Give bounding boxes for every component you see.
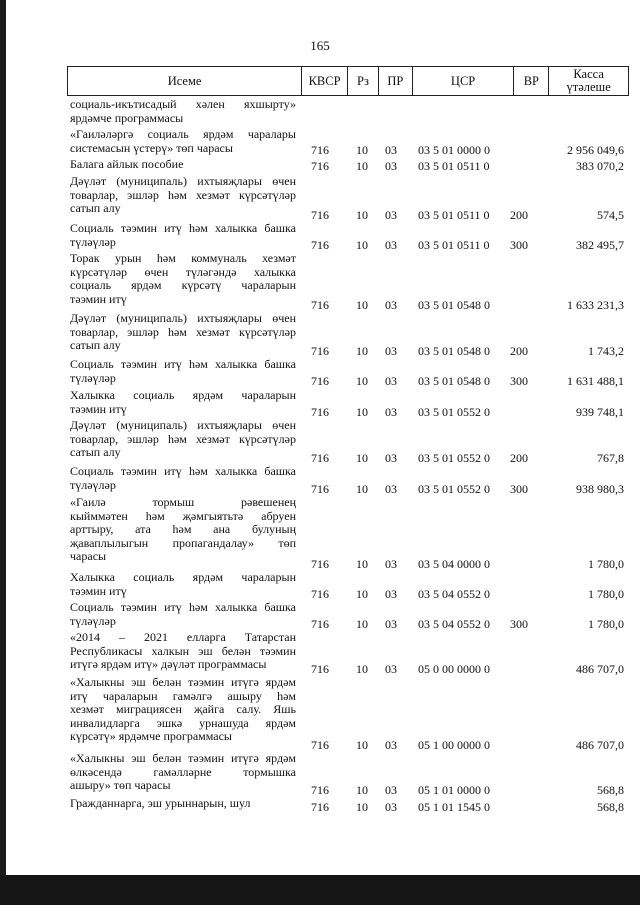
table-row [0,128,640,157]
row-name-line: «Халыкны эш белән тәэмин итүгә ярдәм [70,751,296,765]
row-name-line: «Гаилә тормыш рәвешенең [70,495,296,509]
cell-rz: 10 [356,405,368,419]
cell-pr: 03 [385,617,397,631]
row-name [70,571,296,598]
row-name [70,419,296,460]
cell-kvsr: 716 [311,800,329,814]
row-name-line: күрсәтү» ярдәмче программасы [70,729,232,744]
cell-csr: 03 5 01 0548 0 [418,298,490,312]
row-name-line: сатып алу [70,338,121,353]
cell-csr: 03 5 01 0552 0 [418,405,490,419]
cell-rz: 10 [356,783,368,797]
cell-pr: 03 [385,662,397,676]
header-kvsr: КВСР [301,67,347,95]
cell-rz: 10 [356,374,368,388]
row-name [70,676,296,744]
scan-edge-bottom [0,875,640,905]
cell-kvsr: 716 [311,738,329,752]
row-name-line: Республикасы халкын эш белән тәэмин [70,643,296,658]
cell-kvsr: 716 [311,557,329,571]
cell-pr: 03 [385,405,397,419]
cell-csr: 05 1 01 0000 0 [418,783,490,797]
cell-pr: 03 [385,482,397,496]
header-vr: ВР [513,67,548,95]
cell-kvsr: 716 [311,159,329,173]
row-name-line: җаваплылыгын пропагандалау» төп [70,535,296,550]
cell-rz: 10 [356,143,368,157]
cell-kvsr: 716 [311,344,329,358]
table-row [0,496,640,571]
cell-vr: 300 [510,238,528,252]
cell-kvsr: 716 [311,405,329,419]
cell-pr: 03 [385,451,397,465]
row-name-line: Социаль тәэмин итү һәм халыкка башка [70,221,296,235]
cell-amount: 486 707,0 [576,662,624,676]
row-name-line: хезмәт миграциясен җайга салу. Яшь [70,702,296,717]
row-name-line: Социаль тәэмин итү һәм халыкка башка [70,600,296,614]
table-row [0,419,640,465]
row-name-line: ярдәмче программасы [70,110,184,125]
cell-amount: 1 780,0 [588,617,624,631]
row-name-line: Гражданнарга, эш урыннарын, шул [70,796,251,810]
cell-vr: 200 [510,344,528,358]
table-row [0,752,640,797]
row-name-line: түләүләр [70,613,116,628]
cell-rz: 10 [356,738,368,752]
row-name-line: тәэмин итү [70,401,127,416]
cell-rz: 10 [356,557,368,571]
table-row [0,389,640,419]
row-name-line: Балага айлык пособие [70,157,184,171]
cell-amount: 382 495,7 [576,238,624,252]
row-name [70,631,296,672]
header-kassa: Касса үтәлеше [548,67,628,95]
row-name-line: итүгә ярдәм итү» дәүләт программасы [70,657,267,672]
cell-rz: 10 [356,482,368,496]
row-name [70,158,296,172]
table-header [67,66,629,96]
cell-kvsr: 716 [311,208,329,222]
header-rz: Рз [347,67,378,95]
row-name-line: түләүләр [70,477,116,492]
row-name [70,312,296,353]
cell-rz: 10 [356,298,368,312]
row-name-line: сатып алу [70,445,121,460]
row-name [70,358,296,385]
cell-rz: 10 [356,159,368,173]
cell-csr: 03 5 01 0552 0 [418,451,490,465]
cell-pr: 03 [385,800,397,814]
cell-rz: 10 [356,451,368,465]
row-name-line: социаль-икътисадый хәлен яхшырту» [70,97,296,111]
cell-kvsr: 716 [311,374,329,388]
row-name [70,752,296,793]
cell-csr: 03 5 01 0548 0 [418,344,490,358]
row-name-line: Торак урын һәм коммуналь хезмәт [70,251,296,265]
row-name-line: өлкәсендә гамәлләрне тормышка [70,764,296,779]
cell-amount: 767,8 [597,451,624,465]
row-name [70,496,296,564]
cell-csr: 05 0 00 0000 0 [418,662,490,676]
cell-kvsr: 716 [311,617,329,631]
cell-amount: 383 070,2 [576,159,624,173]
cell-kvsr: 716 [311,783,329,797]
row-name [70,98,296,125]
cell-rz: 10 [356,238,368,252]
cell-csr: 03 5 01 0511 0 [418,238,490,252]
cell-pr: 03 [385,783,397,797]
row-name-line: түләүләр [70,234,116,249]
row-name [70,175,296,216]
cell-kvsr: 716 [311,451,329,465]
cell-pr: 03 [385,298,397,312]
table-row [0,465,640,496]
row-name-line: Социаль тәэмин итү һәм халыкка башка [70,464,296,478]
cell-vr: 300 [510,617,528,631]
table-row [0,631,640,676]
cell-kvsr: 716 [311,298,329,312]
cell-amount: 568,8 [597,800,624,814]
row-name-line: арттыру, ата һәм ана булуның [70,522,296,537]
table-row [0,98,640,126]
cell-csr: 03 5 01 0511 0 [418,159,490,173]
table-row [0,358,640,388]
cell-amount: 2 956 049,6 [567,143,624,157]
row-name-line: товарлар, эшләр һәм хезмәт күрсәтүләр [70,431,296,446]
table-row [0,158,640,173]
row-name-line: «2014 – 2021 елларга Татарстан [70,630,296,644]
row-name [70,465,296,492]
cell-csr: 03 5 04 0552 0 [418,617,490,631]
row-name-line: «Халыкны эш белән тәэмин итүгә ярдәм [70,675,296,689]
row-name-line: социаль ярдәм күрсәтү чараларын [70,278,296,293]
cell-csr: 03 5 01 0548 0 [418,374,490,388]
row-name-line: инвалидларга эшкә урнашуда ярдәм [70,715,296,730]
row-name-line: чарасы [70,549,107,564]
row-name-line: Социаль тәэмин итү һәм халыкка башка [70,357,296,371]
row-name-line: тәэмин итү [70,291,127,306]
page-number: 165 [310,38,330,53]
cell-kvsr: 716 [311,143,329,157]
cell-rz: 10 [356,617,368,631]
cell-rz: 10 [356,662,368,676]
row-name [70,389,296,416]
table-row [0,797,640,814]
cell-pr: 03 [385,557,397,571]
cell-pr: 03 [385,143,397,157]
table-row [0,676,640,752]
header-pr: ПР [378,67,412,95]
cell-vr: 300 [510,482,528,496]
cell-rz: 10 [356,800,368,814]
cell-csr: 05 1 01 1545 0 [418,800,490,814]
cell-kvsr: 716 [311,662,329,676]
table-row [0,252,640,312]
row-name-line: тәэмин итү [70,583,127,598]
row-name-line: сатып алу [70,201,121,216]
header-csr: ЦСР [412,67,514,95]
row-name-line: Халыкка социаль ярдәм чараларын [70,570,296,584]
cell-pr: 03 [385,159,397,173]
row-name [70,797,296,811]
row-name-line: системасын үстерү» төп чарасы [70,140,233,155]
cell-csr: 03 5 01 0000 0 [418,143,490,157]
row-name-line: Халыкка социаль ярдәм чараларын [70,388,296,402]
cell-pr: 03 [385,208,397,222]
row-name-line: «Гаиләләргә социаль ярдәм чаралары [70,127,296,141]
row-name [70,128,296,155]
row-name [70,601,296,628]
cell-pr: 03 [385,238,397,252]
row-name-line: итү чараларын гамәлгә ашыру һәм [70,688,296,703]
row-name-line: Дәүләт (муниципаль) ихтыяҗлары өчен [70,174,296,188]
cell-amount: 939 748,1 [576,405,624,419]
table-row [0,571,640,601]
cell-rz: 10 [356,587,368,601]
cell-amount: 1 780,0 [588,557,624,571]
cell-amount: 1 780,0 [588,587,624,601]
cell-kvsr: 716 [311,238,329,252]
cell-amount: 938 980,3 [576,482,624,496]
cell-amount: 568,8 [597,783,624,797]
row-name-line: кыйммәтен һәм җәмгыятьтә абруен [70,508,296,523]
cell-vr: 300 [510,374,528,388]
row-name-line: товарлар, эшләр һәм хезмәт күрсәтүләр [70,324,296,339]
cell-csr: 03 5 04 0552 0 [418,587,490,601]
row-name [70,222,296,249]
cell-vr: 200 [510,451,528,465]
cell-csr: 03 5 01 0511 0 [418,208,490,222]
cell-amount: 1 631 488,1 [567,374,624,388]
row-name-line: күрсәтүләр өчен түләгәндә халыкка [70,264,296,279]
cell-amount: 574,5 [597,208,624,222]
cell-csr: 03 5 04 0000 0 [418,557,490,571]
table-row [0,222,640,252]
row-name-line: Дәүләт (муниципаль) ихтыяҗлары өчен [70,418,296,432]
header-name: Исеме [167,73,202,88]
table-row [0,312,640,358]
cell-pr: 03 [385,374,397,388]
cell-pr: 03 [385,587,397,601]
row-name [70,252,296,306]
row-name-line: түләүләр [70,370,116,385]
cell-pr: 03 [385,344,397,358]
row-name-line: ашыру» төп чарасы [70,778,171,793]
cell-csr: 03 5 01 0552 0 [418,482,490,496]
cell-amount: 1 633 231,3 [567,298,624,312]
cell-rz: 10 [356,208,368,222]
table-row [0,175,640,222]
row-name-line: Дәүләт (муниципаль) ихтыяҗлары өчен [70,311,296,325]
cell-amount: 486 707,0 [576,738,624,752]
cell-kvsr: 716 [311,482,329,496]
cell-rz: 10 [356,344,368,358]
cell-kvsr: 716 [311,587,329,601]
row-name-line: товарлар, эшләр һәм хезмәт күрсәтүләр [70,187,296,202]
cell-vr: 200 [510,208,528,222]
cell-amount: 1 743,2 [588,344,624,358]
cell-csr: 05 1 00 0000 0 [418,738,490,752]
table-row [0,601,640,631]
cell-pr: 03 [385,738,397,752]
